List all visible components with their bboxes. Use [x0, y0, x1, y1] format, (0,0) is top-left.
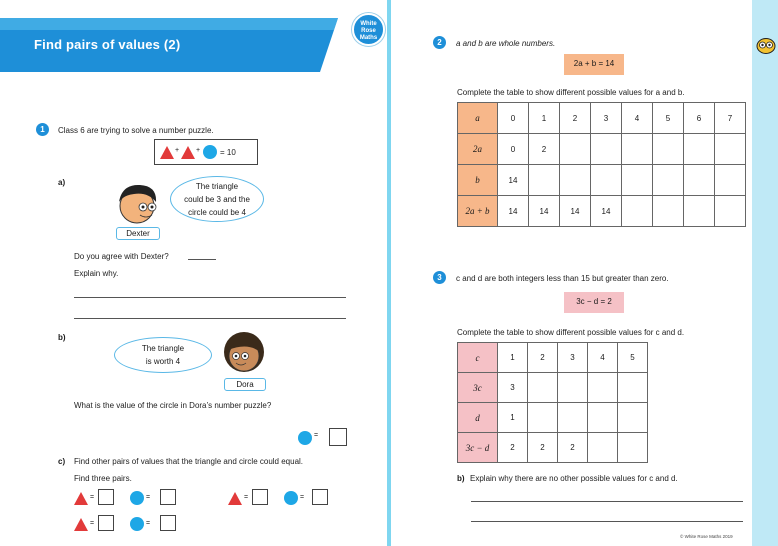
circle-shape [203, 145, 217, 159]
table-cell[interactable] [558, 403, 588, 433]
table-cell[interactable] [715, 134, 746, 165]
q3b-answer-line-1[interactable] [471, 501, 743, 502]
table-cell: 4 [588, 343, 618, 373]
row-header: 3c [458, 373, 498, 403]
q1a-explain-line-2[interactable] [74, 318, 346, 319]
table-cell[interactable] [653, 165, 684, 196]
q3b-question: Explain why there are no other possible values for c and d. [470, 474, 678, 483]
table-cell: 2 [498, 433, 528, 463]
table-cell[interactable] [622, 196, 653, 227]
table-cell[interactable] [622, 165, 653, 196]
pair2-circle-box[interactable] [312, 489, 328, 505]
table-cell[interactable] [591, 165, 622, 196]
table-cell: 2 [529, 134, 560, 165]
q3b-answer-line-2[interactable] [471, 521, 743, 522]
row-header: d [458, 403, 498, 433]
q1b-question: What is the value of the circle in Dora’s number puzzle? [74, 401, 272, 410]
table-cell: 6 [684, 103, 715, 134]
table-cell[interactable] [529, 165, 560, 196]
table-cell: 14 [498, 165, 529, 196]
table-row [458, 403, 648, 433]
pair1-circle-box[interactable] [160, 489, 176, 505]
q3-equation: 3c − d = 2 [564, 292, 624, 313]
owl-icon [756, 36, 776, 54]
q3-table [457, 342, 648, 463]
table-row [458, 373, 648, 403]
table-cell: 4 [622, 103, 653, 134]
table-cell: 14 [591, 196, 622, 227]
circle-shape [130, 491, 144, 505]
q1a-answer-line[interactable] [188, 259, 216, 260]
q1b-answer-box[interactable] [329, 428, 347, 446]
pair3-triangle-box[interactable] [98, 515, 114, 531]
row-header: b [458, 165, 498, 196]
dora-speech-bubble: The triangle is worth 4 [114, 337, 212, 373]
table-cell[interactable] [684, 134, 715, 165]
table-cell[interactable] [588, 403, 618, 433]
table-cell[interactable] [528, 403, 558, 433]
table-cell: 3 [558, 343, 588, 373]
copyright-footer: © White Rose Maths 2019 [680, 534, 733, 539]
table-cell: 7 [715, 103, 746, 134]
circle-shape [298, 431, 312, 445]
right-page [391, 0, 778, 546]
table-cell: 1 [498, 343, 528, 373]
white-rose-logo: White Rose Maths [352, 13, 385, 46]
table-cell[interactable] [558, 373, 588, 403]
pair3-circle-box[interactable] [160, 515, 176, 531]
table-row [458, 103, 746, 134]
table-cell: 0 [498, 103, 529, 134]
dexter-name-tag: Dexter [116, 227, 160, 240]
table-cell[interactable] [715, 165, 746, 196]
question-number-3: 3 [433, 271, 446, 284]
table-cell[interactable] [715, 196, 746, 227]
dexter-avatar [112, 180, 164, 228]
q3-intro: c and d are both integers less than 15 but greater than zero. [456, 274, 669, 283]
q1a-question: Do you agree with Dexter? [74, 252, 169, 261]
table-cell: 2 [560, 103, 591, 134]
q2-intro: a and b are whole numbers. [456, 39, 556, 48]
table-cell[interactable] [653, 134, 684, 165]
table-cell[interactable] [684, 196, 715, 227]
row-header: 2a [458, 134, 498, 165]
table-row [458, 196, 746, 227]
row-header: c [458, 343, 498, 373]
q2-instruction: Complete the table to show different possible values for a and b. [457, 88, 685, 97]
q1-prompt: Class 6 are trying to solve a number puzzle. [58, 126, 214, 135]
table-cell[interactable] [528, 373, 558, 403]
q2-equation: 2a + b = 14 [564, 54, 624, 75]
page-title: Find pairs of values (2) [34, 37, 181, 52]
table-cell[interactable] [618, 433, 648, 463]
triangle-shape [160, 146, 174, 159]
table-cell: 14 [560, 196, 591, 227]
table-cell[interactable] [560, 134, 591, 165]
table-cell[interactable] [684, 165, 715, 196]
table-cell[interactable] [560, 165, 591, 196]
table-row [458, 433, 648, 463]
table-cell[interactable] [653, 196, 684, 227]
table-cell: 1 [498, 403, 528, 433]
q3-part-b-label: b) [457, 474, 465, 483]
pair2-triangle-box[interactable] [252, 489, 268, 505]
table-cell[interactable] [588, 433, 618, 463]
q1c-question: Find other pairs of values that the triangle and circle could equal. [74, 457, 304, 466]
dexter-speech-bubble: The triangle could be 3 and the circle could be 4 [170, 176, 264, 222]
table-cell[interactable] [588, 373, 618, 403]
q1-part-a-label: a) [58, 178, 66, 187]
q1c-instruction: Find three pairs. [74, 474, 132, 483]
table-row [458, 165, 746, 196]
triangle-shape [228, 492, 242, 505]
question-number-2: 2 [433, 36, 446, 49]
q1-part-c-label: c) [58, 457, 66, 466]
question-number-1: 1 [36, 123, 49, 136]
table-cell: 1 [529, 103, 560, 134]
row-header: 3c − d [458, 433, 498, 463]
row-header: a [458, 103, 498, 134]
q1-part-b-label: b) [58, 333, 66, 342]
triangle-shape [74, 492, 88, 505]
left-page: Find pairs of values (2) White Rose Maths 1 Class 6 are trying to solve a number puzzle. + + = 10 a) The triangle could be 3 and the circle could be 4 Dexter Do you agree with Dexter? Explain why. b) The triangle is worth 4 Dora What is the value of the circle in Dora’s number puzzle? = c) Find other pairs of values that the triangle and circle could equal. Find three pairs. = = = = = = [0, 0, 387, 546]
table-cell[interactable] [622, 134, 653, 165]
q1a-explain: Explain why. [74, 269, 119, 278]
table-cell: 2 [558, 433, 588, 463]
table-cell: 14 [529, 196, 560, 227]
q3-instruction: Complete the table to show different possible values for c and d. [457, 328, 685, 337]
table-cell[interactable] [618, 403, 648, 433]
table-cell[interactable] [618, 373, 648, 403]
circle-shape [130, 517, 144, 531]
table-row [458, 343, 648, 373]
table-cell: 2 [528, 343, 558, 373]
table-cell: 14 [498, 196, 529, 227]
table-cell[interactable] [591, 134, 622, 165]
table-cell: 5 [653, 103, 684, 134]
dora-name-tag: Dora [224, 378, 266, 391]
circle-shape [284, 491, 298, 505]
table-row [458, 134, 746, 165]
triangle-shape [74, 518, 88, 531]
table-cell: 2 [528, 433, 558, 463]
q1a-explain-line-1[interactable] [74, 297, 346, 298]
dora-avatar [218, 328, 268, 376]
row-header: 2a + b [458, 196, 498, 227]
table-cell: 0 [498, 134, 529, 165]
table-cell: 3 [498, 373, 528, 403]
pair1-triangle-box[interactable] [98, 489, 114, 505]
table-cell: 3 [591, 103, 622, 134]
table-cell: 5 [618, 343, 648, 373]
number-puzzle: + + = 10 [154, 139, 258, 165]
q2-table [457, 102, 746, 227]
triangle-shape [181, 146, 195, 159]
